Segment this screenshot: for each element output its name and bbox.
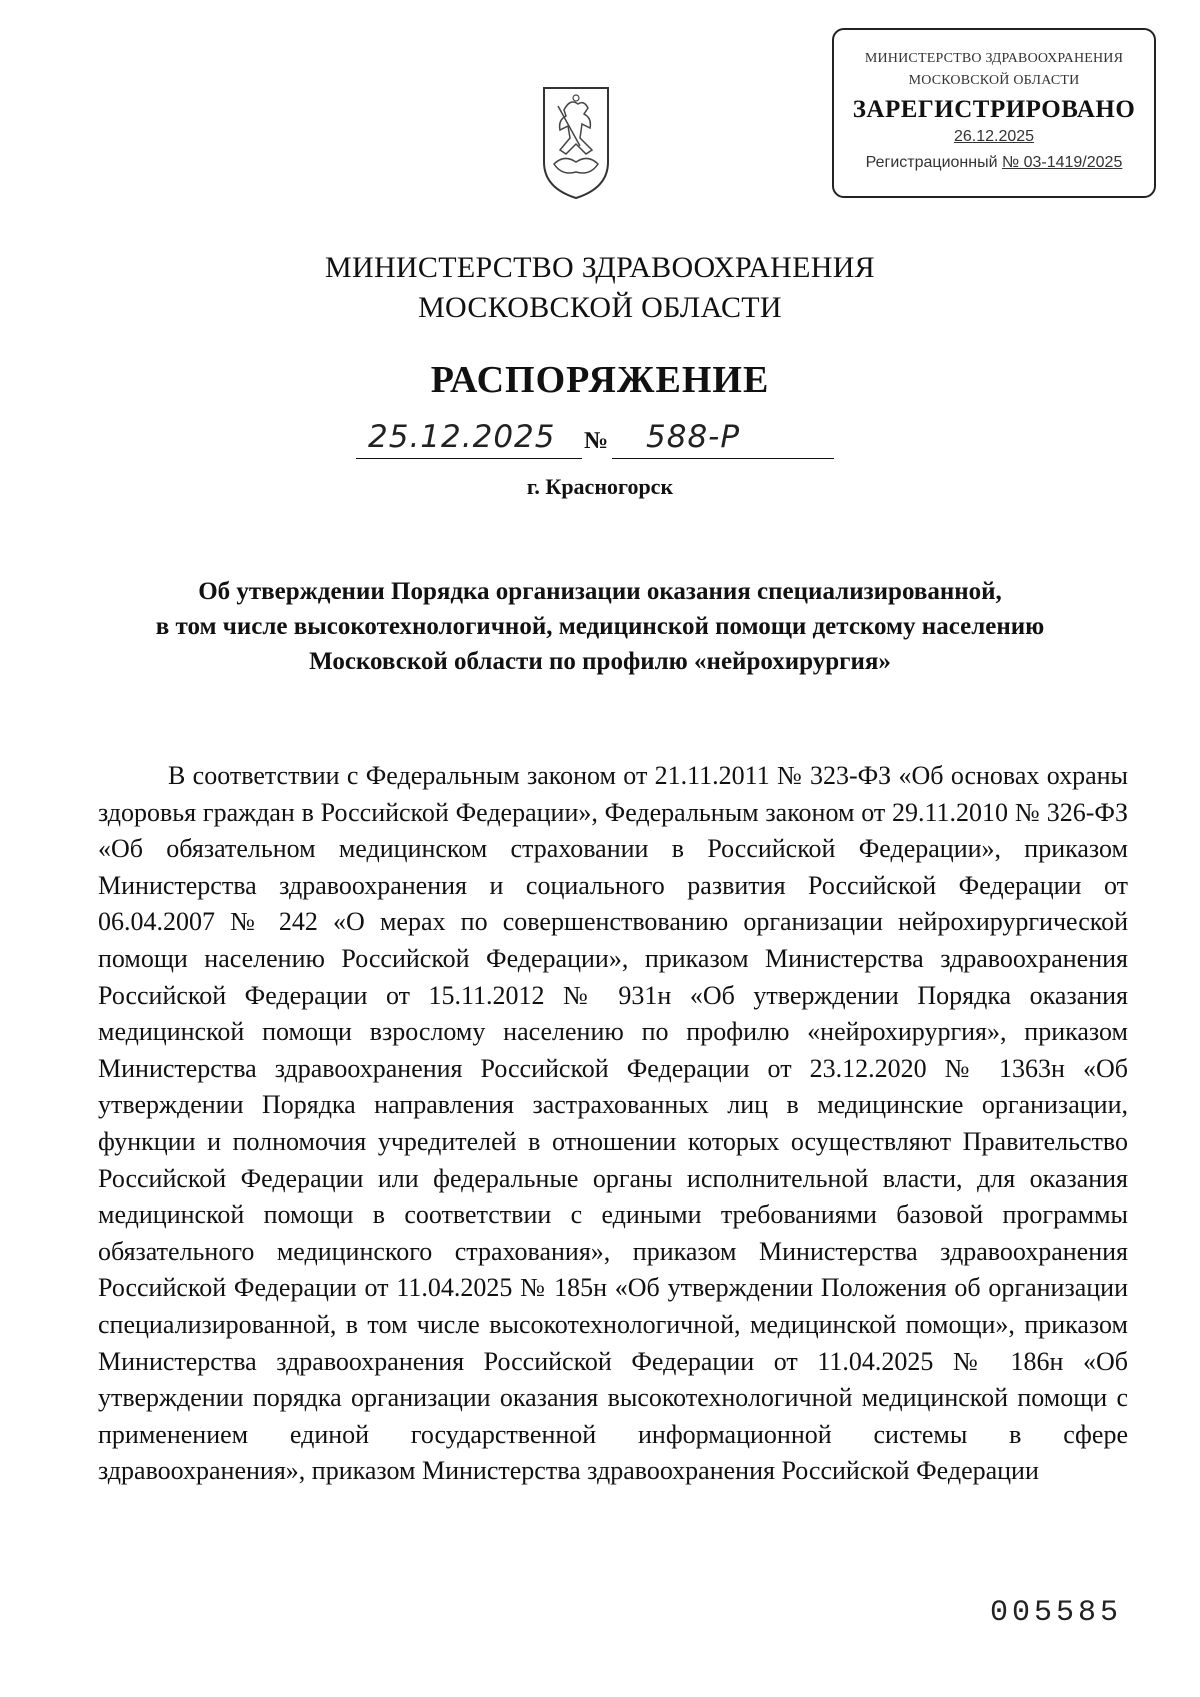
ministry-line1: МИНИСТЕРСТВО ЗДРАВООХРАНЕНИЯ (325, 251, 875, 284)
stamp-date: 26.12.2025 (953, 128, 1035, 145)
stamp-reg-value: № 03-1419/2025 (1001, 154, 1123, 171)
city-name: г. Красногорск (526, 474, 674, 499)
date-number-line (356, 418, 836, 462)
subject-line3: Московской области по профилю «нейрохирургия» (309, 648, 891, 675)
stamp-status: ЗАРЕГИСТРИРОВАНО (852, 96, 1136, 123)
date-underline (356, 458, 582, 459)
stamp-org-line1: МИНИСТЕРСТВО ЗДРАВООХРАНЕНИЯ (864, 51, 1124, 66)
number-sign: № (584, 428, 609, 454)
ministry-line2: МОСКОВСКОЙ ОБЛАСТИ (418, 291, 782, 324)
number-underline (612, 458, 834, 459)
subject-line2: в том числе высокотехнологичной, медицинской помощи детскому населению (155, 613, 1045, 640)
handwritten-number: 588-Р (646, 419, 741, 455)
subject-line1: Об утверждении Порядка организации оказания специализированной, (198, 578, 1002, 605)
handwritten-date: 25.12.2025 (368, 419, 556, 455)
document-serial-number: 005585 (990, 1596, 1123, 1630)
body-paragraph: В соответствии с Федеральным законом от 21.11.2011 № 323-ФЗ «Об основах охраны здоровья граждан в Российской Федерации», Федеральным законом от 29.11.2010 № 326-ФЗ «Об обязательном медицинском страховании в Российской Федерации», приказом Министерства здравоохранения и социального развития Российской Федерации от 06.04.2007 № 242 «О мерах по совершенствованию организации нейрохирургической помощи населению Российской Федерации», приказом Министерства здравоохранения Российской Федерации от 15.11.2012 № 931н «Об утверждении Порядка оказания медицинской помощи взрослому населению по профилю «нейрохирургия», приказом Министерства здравоохранения Российской Федерации от 23.12.2020 № 1363н «Об утверждении Порядка направления застрахованных лиц в медицинские организации, функции и полномочия учредителей в отношении которых осуществляют Правительство Российской Федерации или федеральные органы исполнительной власти, для оказания медицинской помощи в соответствии с едиными требованиями базовой программы обязательного медицинского страхования», приказом Министерства здравоохранения Российской Федерации от 11.04.2025 № 185н «Об утверждении Положения об организации специализированной, в том числе высокотехнологичной, медицинской помощи», приказом Министерства здравоохранения Российской Федерации от 11.04.2025 № 186н «Об утверждении порядка организации оказания высокотехнологичной медицинской помощи с применением единой государственной информационной системы в сфере здравоохранения», приказом Министерства здравоохранения Российской Федерации (98, 761, 1128, 1486)
stamp-reg-label: Регистрационный (865, 154, 1002, 171)
stamp-reg-number (834, 154, 1154, 172)
document-body (98, 758, 1128, 1490)
document-subject (140, 574, 1060, 679)
moscow-oblast-coat-of-arms-icon (540, 84, 612, 202)
document-type-title: РАСПОРЯЖЕНИЕ (430, 359, 770, 401)
registration-stamp (832, 28, 1156, 198)
stamp-org-line2: МОСКОВСКОЙ ОБЛАСТИ (908, 73, 1080, 88)
ministry-name (0, 248, 1200, 328)
